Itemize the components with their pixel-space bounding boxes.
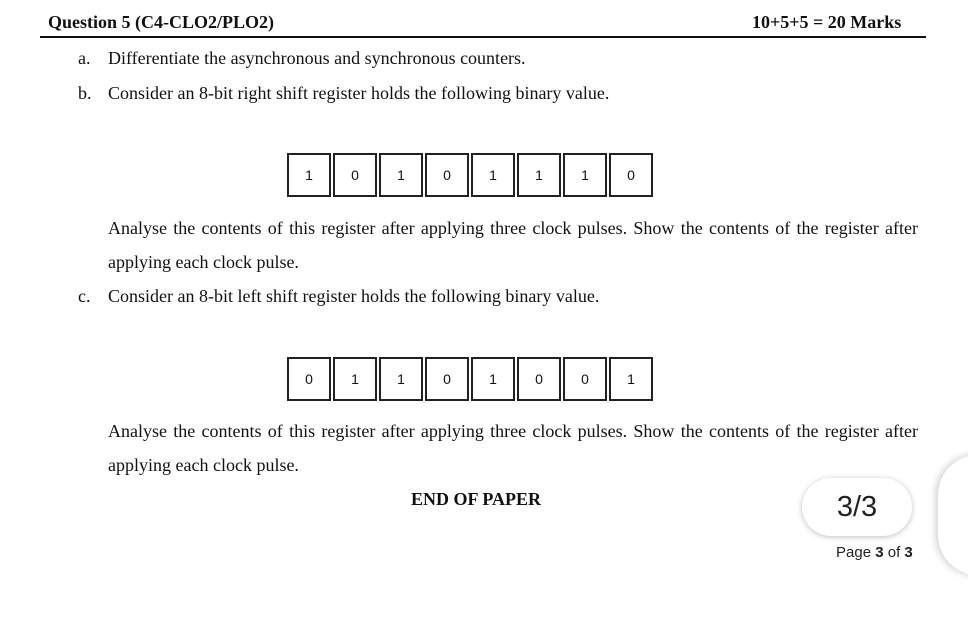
- scroll-handle[interactable]: [938, 455, 968, 575]
- page-indicator-bubble: 3/3: [802, 478, 912, 536]
- register-bit: 1: [287, 153, 331, 197]
- register-bit: 1: [609, 357, 653, 401]
- part-c-text: Consider an 8-bit left shift register holds the following binary value.: [108, 286, 600, 306]
- register-bit: 1: [563, 153, 607, 197]
- question-title: Question 5 (C4-CLO2/PLO2): [48, 12, 275, 32]
- page-footer-of: of: [887, 544, 901, 561]
- page-footer-prefix: Page: [836, 544, 872, 561]
- page-footer-current: 3: [875, 544, 884, 561]
- register-bit: 0: [333, 153, 377, 197]
- part-a-text: Differentiate the asynchronous and synchronous counters.: [108, 48, 526, 68]
- part-a-letter: a.: [78, 48, 91, 68]
- register-bit: 1: [471, 153, 515, 197]
- question-part-c: [78, 286, 599, 307]
- part-c-letter: c.: [78, 286, 91, 306]
- register-bit: 1: [471, 357, 515, 401]
- part-b-instruction: Analyse the contents of this register after applying three clock pulses. Show the contents of the register after applying each clock pulse.: [108, 218, 918, 272]
- page-footer-total: 3: [904, 544, 913, 561]
- register-bit: 0: [425, 153, 469, 197]
- right-shift-register: [287, 153, 653, 197]
- register-bit: 1: [379, 153, 423, 197]
- register-bit: 1: [517, 153, 561, 197]
- register-bit: 0: [517, 357, 561, 401]
- register-bit: 0: [425, 357, 469, 401]
- marks-label: 10+5+5 = 20 Marks: [752, 12, 902, 32]
- register-bit: 0: [609, 153, 653, 197]
- left-shift-register: [287, 357, 653, 401]
- part-b-text: Consider an 8-bit right shift register holds the following binary value.: [108, 83, 610, 103]
- part-b-letter: b.: [78, 83, 92, 103]
- part-c-instruction: Analyse the contents of this register after applying three clock pulses. Show the contents of the register after applying each clock pulse.: [108, 421, 918, 475]
- register-bit: 1: [333, 357, 377, 401]
- register-bit: 0: [287, 357, 331, 401]
- register-bit: 0: [563, 357, 607, 401]
- register-bit: 1: [379, 357, 423, 401]
- page-footer: [836, 544, 913, 561]
- header-divider: [40, 36, 926, 38]
- question-part-a: [78, 48, 526, 69]
- end-of-paper: END OF PAPER: [411, 489, 541, 509]
- question-part-b: [78, 83, 609, 104]
